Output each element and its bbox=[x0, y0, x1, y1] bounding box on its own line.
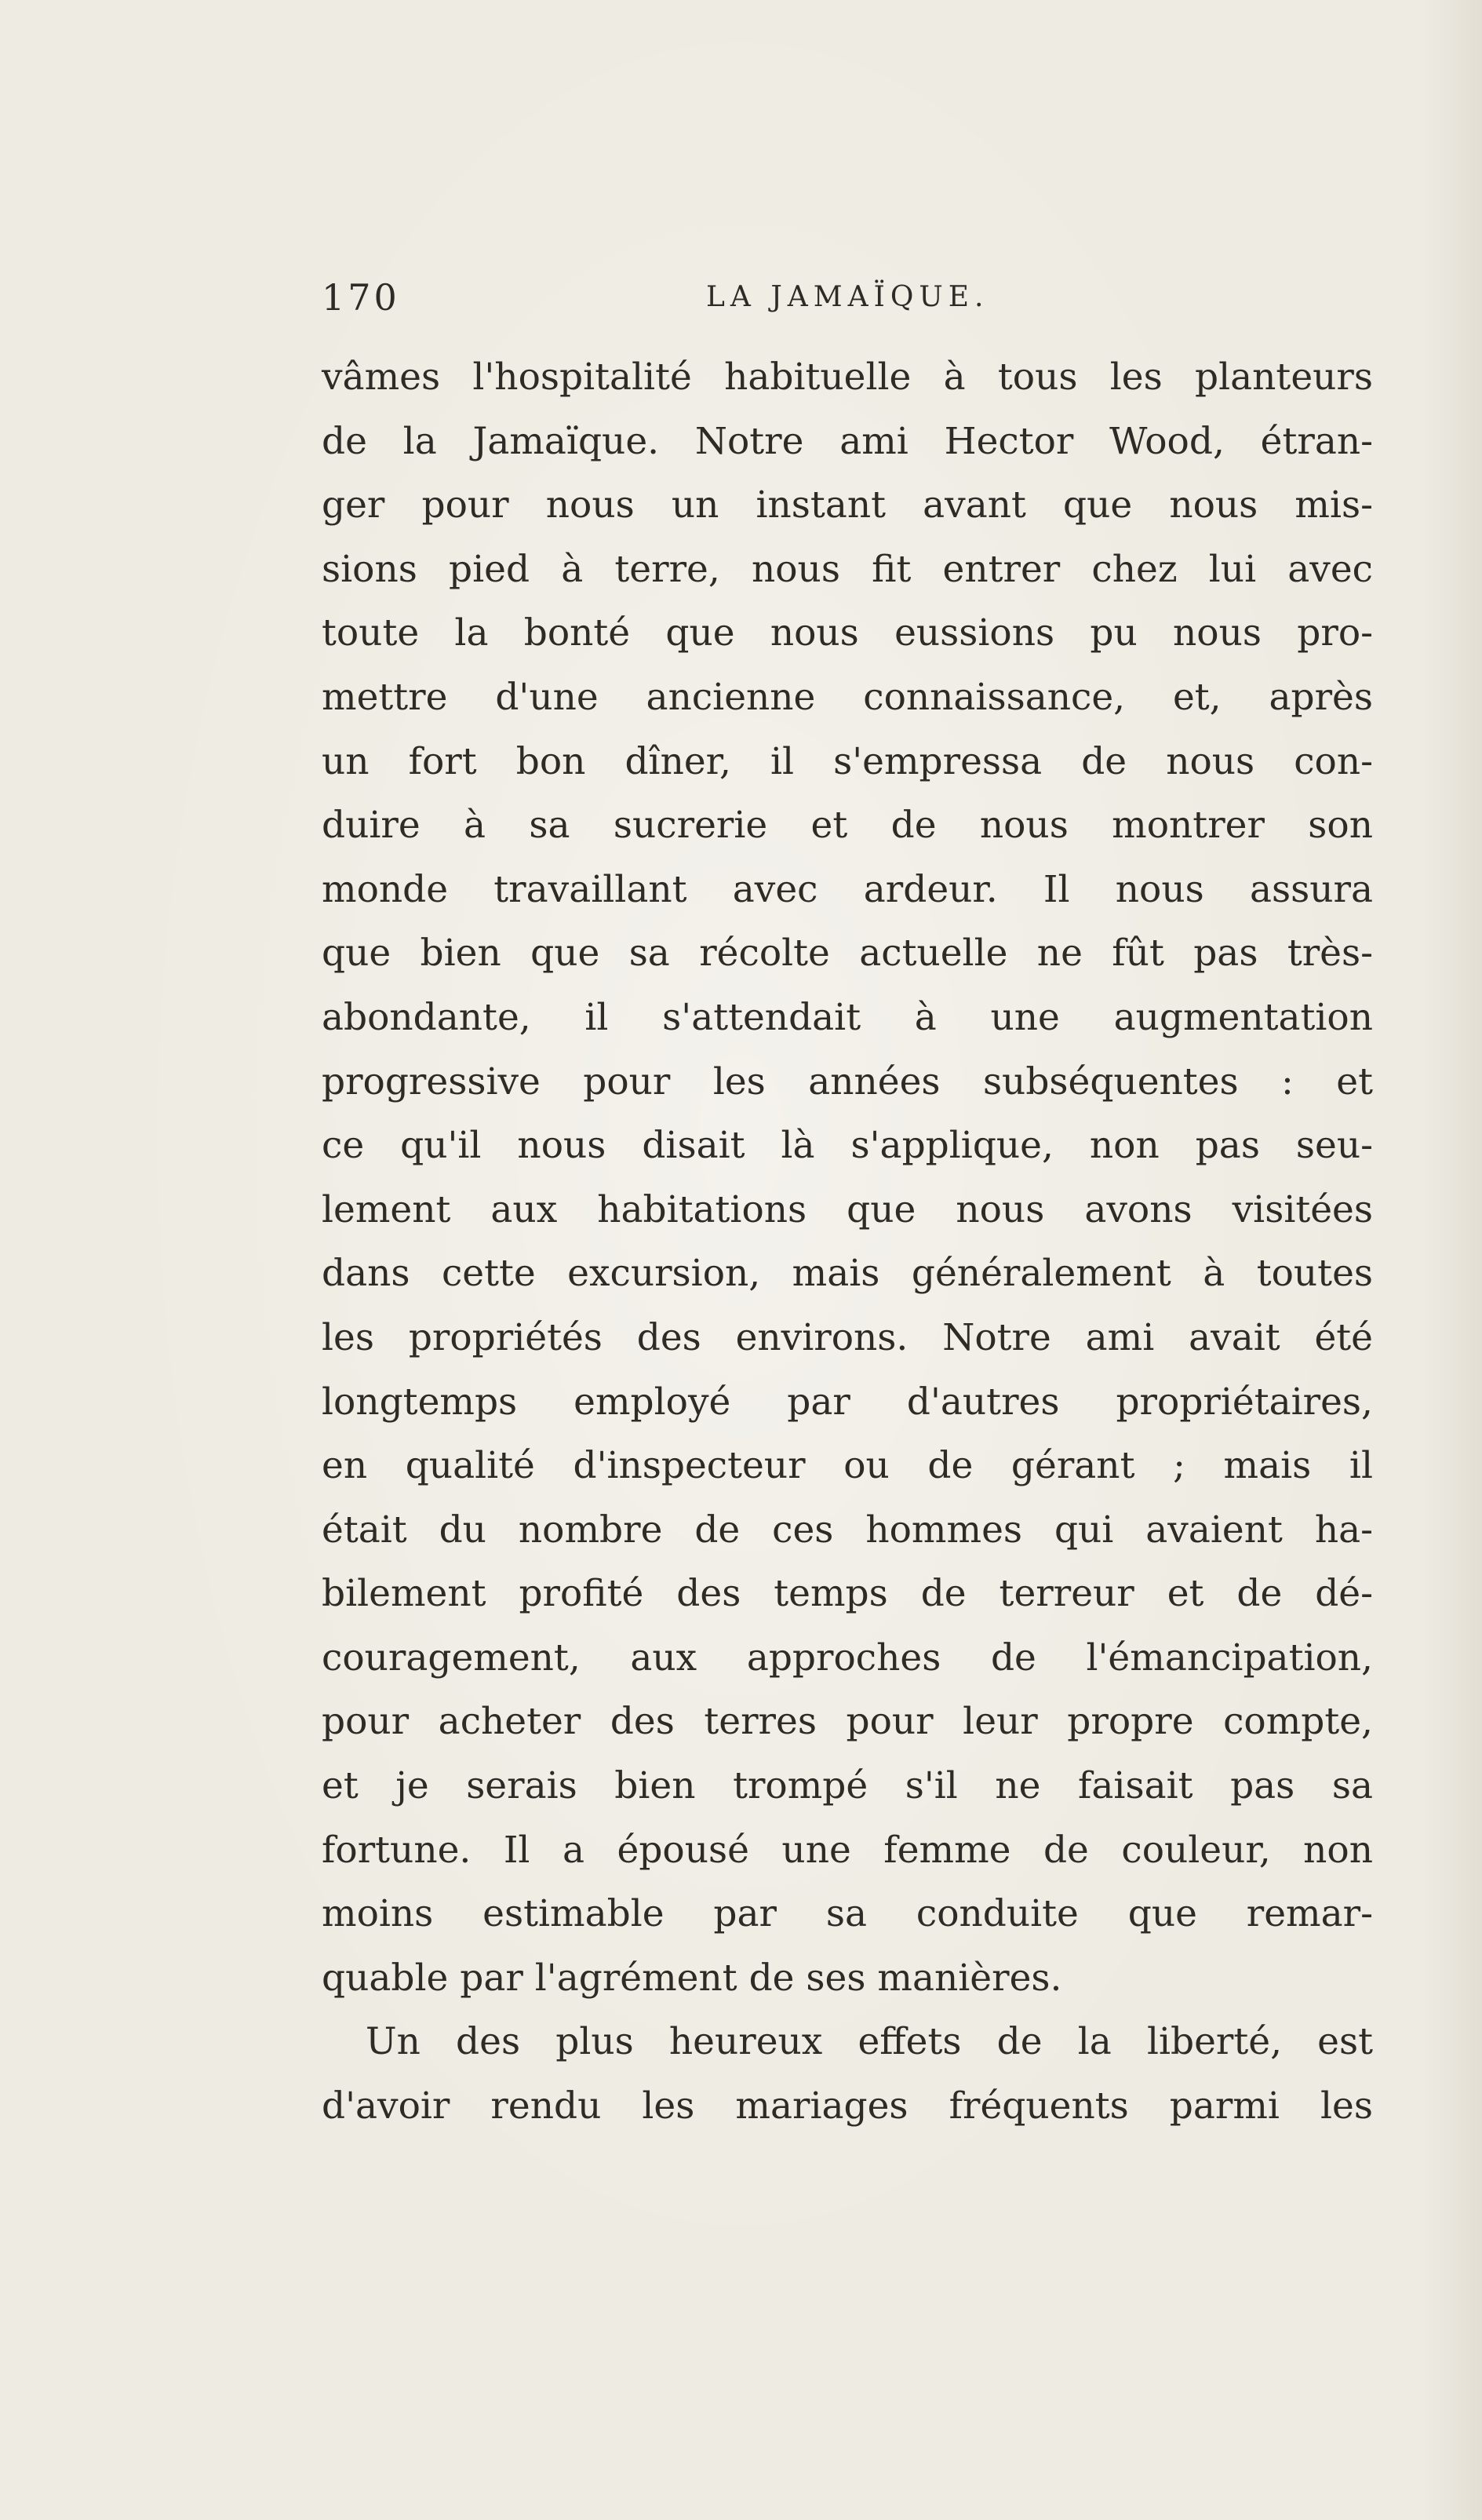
page-number: 170 bbox=[322, 276, 400, 319]
text-line: duire à sa sucrerie et de nous montrer son bbox=[322, 804, 1373, 848]
text-line: abondante, il s'attendait à une augmentation bbox=[322, 995, 1373, 1039]
text-line: dans cette excursion, mais généralement à toutes bbox=[322, 1252, 1373, 1296]
text-line: de la Jamaïque. Notre ami Hector Wood, étran- bbox=[322, 419, 1373, 463]
text-line: en qualité d'inspecteur ou de gérant ; mais il bbox=[322, 1444, 1373, 1488]
text-line: vâmes l'hospitalité habituelle à tous les planteurs bbox=[322, 356, 1373, 399]
text-line: ce qu'il nous disait là s'applique, non pas seu- bbox=[322, 1124, 1373, 1168]
page-header bbox=[322, 276, 1373, 323]
text-line: et je serais bien trompé s'il ne faisait pas sa bbox=[322, 1764, 1373, 1808]
text-line: longtemps employé par d'autres propriétaires, bbox=[322, 1380, 1373, 1424]
text-line: moins estimable par sa conduite que remar- bbox=[322, 1892, 1373, 1936]
text-line: monde travaillant avec ardeur. Il nous assura bbox=[322, 867, 1373, 911]
text-line: lement aux habitations que nous avons visitées bbox=[322, 1187, 1373, 1231]
text-line: un fort bon dîner, il s'empressa de nous con- bbox=[322, 739, 1373, 783]
text-line: couragement, aux approches de l'émancipation, bbox=[322, 1636, 1373, 1679]
text-line: toute la bonté que nous eussions pu nous pro- bbox=[322, 611, 1373, 655]
body-text bbox=[322, 345, 1373, 2139]
text-line: les propriétés des environs. Notre ami avait été bbox=[322, 1315, 1373, 1359]
text-line: progressive pour les années subséquentes : et bbox=[322, 1059, 1373, 1103]
text-line: bilement profité des temps de terreur et de dé- bbox=[322, 1572, 1373, 1616]
text-line: fortune. Il a épousé une femme de couleur, non bbox=[322, 1828, 1373, 1872]
text-line: que bien que sa récolte actuelle ne fût pas très- bbox=[322, 932, 1373, 976]
text-line: était du nombre de ces hommes qui avaient ha- bbox=[322, 1508, 1373, 1552]
text-line: sions pied à terre, nous fit entrer chez lui avec bbox=[322, 547, 1373, 591]
text-line: pour acheter des terres pour leur propre compte, bbox=[322, 1700, 1373, 1744]
text-line: mettre d'une ancienne connaissance, et, après bbox=[322, 675, 1373, 719]
text-line: d'avoir rendu les mariages fréquents parmi les bbox=[322, 2084, 1373, 2128]
running-title: LA JAMAÏQUE. bbox=[706, 281, 989, 313]
text-line: ger pour nous un instant avant que nous mis- bbox=[322, 483, 1373, 527]
paragraph-start-line: Un des plus heureux effets de la liberté, est bbox=[366, 2020, 1373, 2064]
paragraph-end-line: quable par l'agrément de ses manières. bbox=[322, 1956, 1062, 2000]
